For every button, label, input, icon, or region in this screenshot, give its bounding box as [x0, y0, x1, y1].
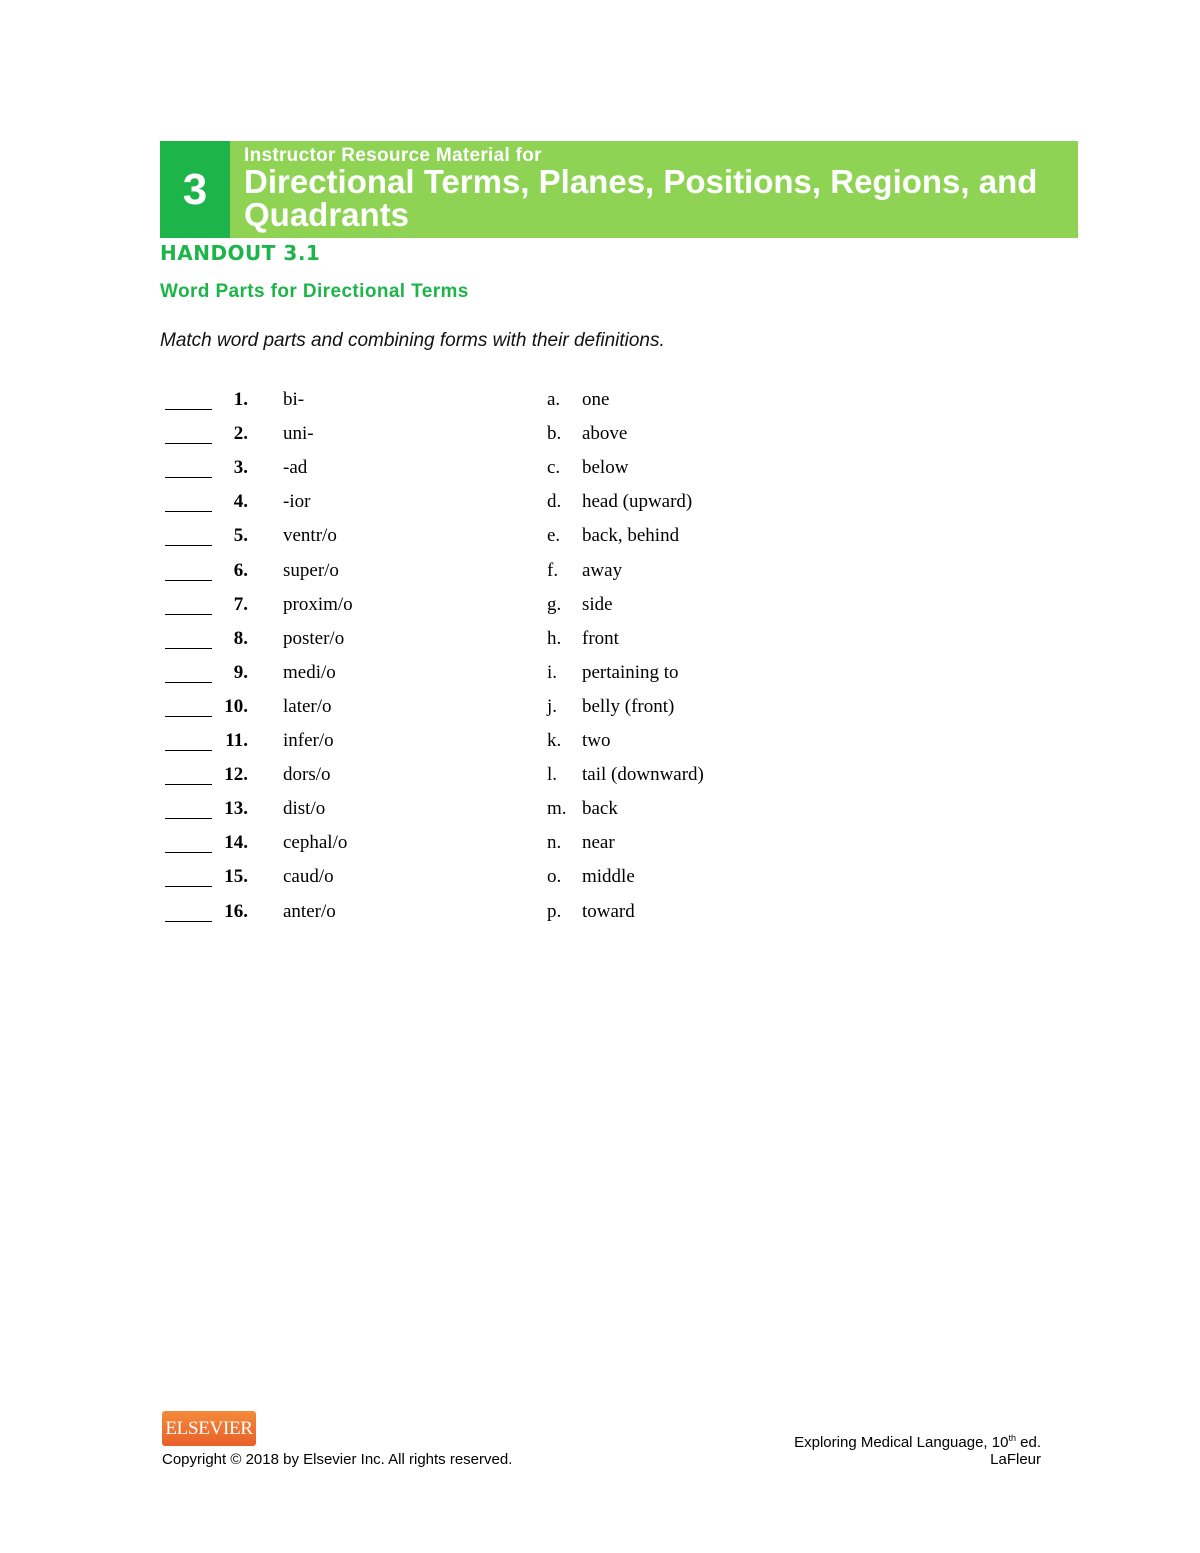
- banner-title: Directional Terms, Planes, Positions, Regions, and Quadrants: [244, 163, 1038, 233]
- word-part: caud/o: [283, 866, 334, 887]
- elsevier-logo: ELSEVIER: [162, 1411, 256, 1446]
- chapter-number: 3: [160, 141, 230, 238]
- list-item: [0, 730, 1200, 760]
- copyright-text: Copyright © 2018 by Elsevier Inc. All rights reserved.: [162, 1451, 513, 1468]
- list-item: [0, 389, 1200, 419]
- word-part: anter/o: [283, 901, 336, 922]
- word-part: cephal/o: [283, 832, 348, 853]
- definition-text: head (upward): [582, 491, 693, 512]
- definition-text: side: [582, 594, 613, 615]
- definition-text: pertaining to: [582, 662, 679, 683]
- book-title-sup: th: [1008, 1433, 1016, 1443]
- word-part: -ad: [283, 457, 308, 478]
- book-title: [794, 1433, 1041, 1451]
- answer-blank[interactable]: [165, 477, 212, 478]
- definition-text: back, behind: [582, 525, 680, 546]
- definition-text: below: [582, 457, 629, 478]
- list-item: [0, 832, 1200, 862]
- definition-letter: l.: [547, 764, 558, 785]
- answer-blank[interactable]: [165, 784, 212, 785]
- definition-text: middle: [582, 866, 635, 887]
- answer-blank[interactable]: [165, 409, 212, 410]
- word-part: medi/o: [283, 662, 336, 683]
- answer-blank[interactable]: [165, 511, 212, 512]
- answer-blank[interactable]: [165, 886, 212, 887]
- definition-letter: a.: [547, 389, 561, 410]
- item-number: 10.: [224, 696, 248, 717]
- list-item: [0, 560, 1200, 590]
- word-part: super/o: [283, 560, 339, 581]
- answer-blank[interactable]: [165, 921, 212, 922]
- word-part: poster/o: [283, 628, 345, 649]
- definition-letter: h.: [547, 628, 562, 649]
- item-number: 7.: [233, 594, 248, 615]
- word-part: uni-: [283, 423, 314, 444]
- item-number: 9.: [233, 662, 248, 683]
- word-part: dist/o: [283, 798, 326, 819]
- book-title-suffix: ed.: [1015, 1434, 1041, 1451]
- definition-letter: m.: [547, 798, 567, 819]
- definition-letter: i.: [547, 662, 558, 683]
- item-number: 1.: [233, 389, 248, 410]
- definition-text: toward: [582, 901, 635, 922]
- handout-label: HANDOUT 3.1: [160, 241, 321, 265]
- definition-letter: b.: [547, 423, 562, 444]
- definition-letter: j.: [547, 696, 558, 717]
- answer-blank[interactable]: [165, 614, 212, 615]
- list-item: [0, 457, 1200, 487]
- answer-blank[interactable]: [165, 580, 212, 581]
- answer-blank[interactable]: [165, 545, 212, 546]
- item-number: 12.: [224, 764, 248, 785]
- definition-letter: d.: [547, 491, 562, 512]
- answer-blank[interactable]: [165, 716, 212, 717]
- word-part: ventr/o: [283, 525, 337, 546]
- answer-blank[interactable]: [165, 443, 212, 444]
- definition-letter: e.: [547, 525, 561, 546]
- list-item: [0, 662, 1200, 692]
- list-item: [0, 901, 1200, 931]
- list-item: [0, 628, 1200, 658]
- answer-blank[interactable]: [165, 750, 212, 751]
- answer-blank[interactable]: [165, 648, 212, 649]
- list-item: [0, 764, 1200, 794]
- definition-text: tail (downward): [582, 764, 704, 785]
- list-item: [0, 594, 1200, 624]
- list-item: [0, 491, 1200, 521]
- definition-letter: p.: [547, 901, 562, 922]
- word-part: later/o: [283, 696, 332, 717]
- author-name: LaFleur: [990, 1451, 1041, 1468]
- definition-text: front: [582, 628, 619, 649]
- word-part: infer/o: [283, 730, 334, 751]
- list-item: [0, 525, 1200, 555]
- answer-blank[interactable]: [165, 818, 212, 819]
- definition-text: belly (front): [582, 696, 675, 717]
- header-banner: [160, 141, 1078, 238]
- item-number: 5.: [233, 525, 248, 546]
- section-title: Word Parts for Directional Terms: [160, 281, 469, 302]
- item-number: 11.: [225, 730, 248, 751]
- answer-blank[interactable]: [165, 852, 212, 853]
- item-number: 8.: [233, 628, 248, 649]
- definition-letter: f.: [547, 560, 559, 581]
- definition-letter: g.: [547, 594, 562, 615]
- definition-text: above: [582, 423, 628, 444]
- definition-letter: n.: [547, 832, 562, 853]
- definition-letter: k.: [547, 730, 562, 751]
- item-number: 6.: [233, 560, 248, 581]
- item-number: 3.: [233, 457, 248, 478]
- definition-text: one: [582, 389, 610, 410]
- item-number: 2.: [233, 423, 248, 444]
- list-item: [0, 866, 1200, 896]
- definition-text: away: [582, 560, 623, 581]
- definition-text: two: [582, 730, 611, 751]
- item-number: 13.: [224, 798, 248, 819]
- item-number: 4.: [233, 491, 248, 512]
- item-number: 15.: [224, 866, 248, 887]
- definition-letter: c.: [547, 457, 561, 478]
- word-part: dors/o: [283, 764, 331, 785]
- definition-text: back: [582, 798, 618, 819]
- word-part: bi-: [283, 389, 305, 410]
- word-part: -ior: [283, 491, 311, 512]
- list-item: [0, 798, 1200, 828]
- list-item: [0, 423, 1200, 453]
- answer-blank[interactable]: [165, 682, 212, 683]
- banner-subtitle: Instructor Resource Material for: [244, 145, 542, 166]
- definition-letter: o.: [547, 866, 562, 887]
- list-item: [0, 696, 1200, 726]
- item-number: 16.: [224, 901, 248, 922]
- definition-text: near: [582, 832, 615, 853]
- book-title-prefix: Exploring Medical Language, 10: [794, 1434, 1009, 1451]
- item-number: 14.: [224, 832, 248, 853]
- instructions: Match word parts and combining forms with their definitions.: [160, 330, 665, 351]
- word-part: proxim/o: [283, 594, 353, 615]
